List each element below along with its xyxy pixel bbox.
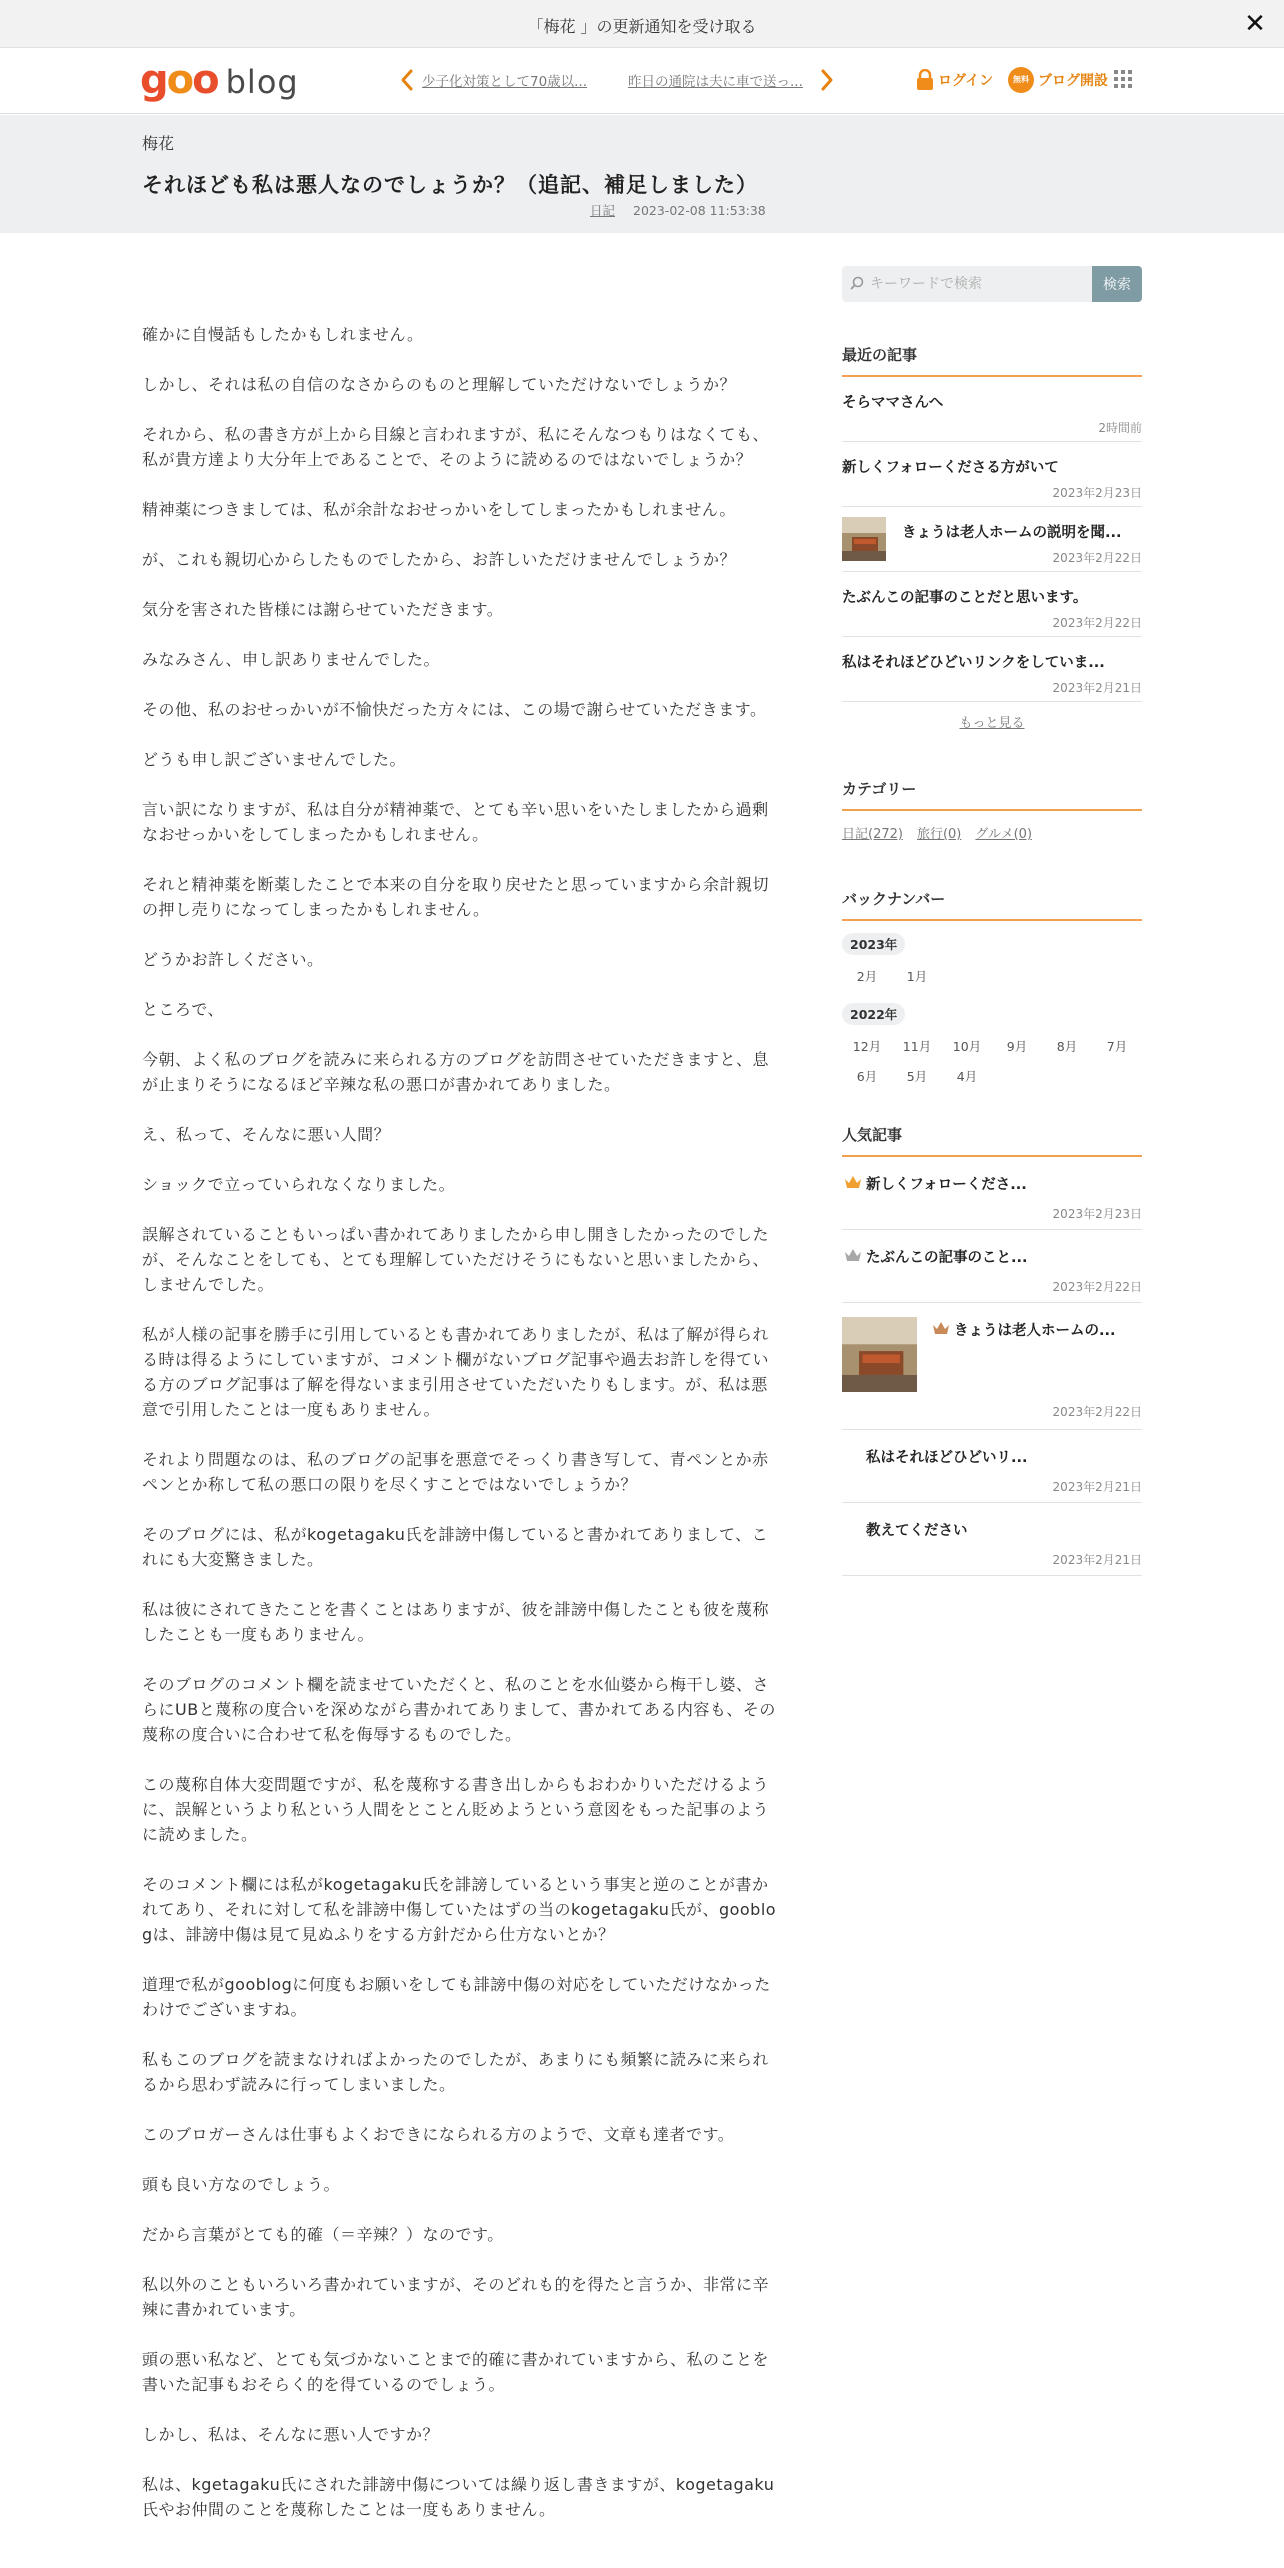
search-button[interactable]: 検索 <box>1092 266 1142 302</box>
recent-entry-title[interactable]: きょうは老人ホームの説明を聞... <box>902 525 1122 541</box>
entry-body <box>142 322 778 2547</box>
recent-entries-heading: 最近の記事 <box>842 344 1142 377</box>
crown-icon <box>844 1175 862 1189</box>
article-paragraph: みなみさん、申し訳ありませんでした。 <box>142 650 440 669</box>
article-paragraph: 言い訳になりますが、私は自分が精神薬で、とても辛い思いをいたしましたから過剰なおせっかいをしてしまったかもしれません。 <box>142 800 769 844</box>
follow-notification-text[interactable]: 「梅花 」の更新通知を受け取る <box>527 17 757 36</box>
popular-entry-date: 2023年2月21日 <box>1052 1553 1142 1567</box>
recent-entry-title[interactable]: たぶんこの記事のことだと思います。 <box>842 590 1088 606</box>
category-link[interactable]: 日記(272) <box>842 827 903 842</box>
backnumber-month-link[interactable]: 6月 <box>856 1069 878 1084</box>
popular-entry-title[interactable]: 新しくフォローくださ... <box>866 1177 1027 1193</box>
popular-entry-date: 2023年2月23日 <box>1052 1207 1142 1221</box>
backnumber-year[interactable]: 2022年 <box>842 1003 905 1025</box>
backnumber-month-link[interactable]: 4月 <box>956 1069 978 1084</box>
article-paragraph: ショックで立っていられなくなりました。 <box>142 1175 456 1194</box>
backnumber-year-group <box>842 991 1142 1091</box>
backnumber-month-link[interactable]: 2月 <box>856 969 878 984</box>
search-input[interactable] <box>842 266 1092 302</box>
article-paragraph: しかし、私は、そんなに悪い人ですか？ <box>142 2425 440 2444</box>
article-paragraph: が、これも親切心からしたものでしたから、お許しいただけませんでしょうか？ <box>142 550 737 569</box>
blog-name[interactable]: 梅花 <box>142 134 175 153</box>
backnumber-month-link[interactable]: 7月 <box>1106 1039 1128 1054</box>
article-paragraph: それより問題なのは、私のブログの記事を悪意でそっくり書き写して、青ペンとか赤ペンとか称して私の悪口の限りを尽くすことではないでしょうか？ <box>142 1450 769 1494</box>
article-paragraph: その他、私のおせっかいが不愉快だった方々には、この場で謝らせていただきます。 <box>142 700 767 719</box>
backnumber-month-link[interactable]: 1月 <box>906 969 928 984</box>
backnumber-month-link[interactable]: 5月 <box>906 1069 928 1084</box>
recent-entry-date: 2023年2月22日 <box>1052 551 1142 565</box>
category-link[interactable]: 旅行(0) <box>916 827 962 842</box>
article-paragraph: だから言葉がとても的確（＝辛辣？）なのです。 <box>142 2225 504 2244</box>
recent-entry-item[interactable] <box>842 572 1142 637</box>
article-paragraph: それから、私の書き方が上から目線と言われますが、私にそんなつもりはなくても、私が貴方達より大分年上であることで、そのように読めるのではないでしょうか？ <box>142 425 770 469</box>
entry-title: それほども私は悪人なのでしょうか？（追記、補足しました） <box>142 173 758 197</box>
entry-header <box>0 115 1284 233</box>
login-label: ログイン <box>938 73 994 89</box>
article-paragraph: 今朝、よく私のブログを読みに来られる方のブログを訪問させていただきますと、息が止まりそうになるほど辛辣な私の悪口が書かれてありました。 <box>142 1050 770 1094</box>
recent-entries <box>842 344 1142 731</box>
blog-open-button[interactable] <box>1008 66 1108 94</box>
sidebar <box>842 266 1142 1567</box>
category-links <box>842 823 1142 842</box>
entry-thumbnail[interactable] <box>842 517 886 561</box>
site-header <box>0 48 1284 114</box>
article-paragraph: この蔑称自体大変問題ですが、私を蔑称する書き出しからもおわかりいただけるように、誤解というより私という人間をとことん貶めようという意図をもった記事のように読めました。 <box>142 1775 770 1844</box>
backnumber-month-link[interactable]: 12月 <box>852 1039 882 1054</box>
entry-category-link[interactable]: 日記 <box>590 203 616 218</box>
goo-logo-mark: goo <box>140 57 218 103</box>
popular-entry-item[interactable] <box>842 1157 1142 1230</box>
more-link[interactable]: もっと見る <box>959 716 1025 731</box>
popular-entries-heading: 人気記事 <box>842 1124 1142 1157</box>
backnumber-heading: バックナンバー <box>842 888 1142 921</box>
next-entry-link[interactable]: 昨日の通院は夫に車で送っ... <box>628 74 803 90</box>
article-paragraph: 頭の悪い私など、とても気づかないことまで的確に書かれていますから、私のことを書いた記事もおそらく的を得ているのでしょう。 <box>142 2350 770 2394</box>
article-paragraph: どうも申し訳ございませんでした。 <box>142 750 407 769</box>
article-paragraph: 私以外のこともいろいろ書かれていますが、そのどれも的を得たと言うか、非常に辛辣に書かれています。 <box>142 2275 770 2319</box>
recent-entry-item[interactable] <box>842 507 1142 572</box>
backnumber-year[interactable]: 2023年 <box>842 933 905 955</box>
lock-icon <box>916 69 934 91</box>
popular-entry-title[interactable]: きょうは老人ホームの... <box>954 1323 1116 1339</box>
popular-entry-title[interactable]: 教えてください <box>866 1523 968 1539</box>
entry-meta <box>590 201 766 219</box>
crown-icon <box>932 1321 950 1335</box>
article-paragraph: 誤解されていることもいっぱい書かれてありましたから申し開きしたかったのでしたが、そんなことをしても、とても理解していただけそうにもないと思いましたから、しませんでした。 <box>142 1225 770 1294</box>
recent-entry-date: 2023年2月21日 <box>1052 681 1142 695</box>
backnumber-month-link[interactable]: 11月 <box>902 1039 932 1054</box>
popular-entry-date: 2023年2月22日 <box>1052 1405 1142 1419</box>
article-paragraph: 私が人様の記事を勝手に引用しているとも書かれてありましたが、私は了解が得られる時は得るようにしていますが、コメント欄がないブログ記事や過去お許しを得ている方のブログ記事は了解を得ないまま引用させていただいたりもします。が、私は悪意で引用したことは一度もありません。 <box>142 1325 770 1419</box>
article-paragraph: しかし、それは私の自信のなさからのものと理解していただけないでしょうか？ <box>142 375 737 394</box>
popular-entry-item[interactable] <box>842 1303 1142 1430</box>
article-paragraph: どうかお許しください。 <box>142 950 324 969</box>
popular-entry-title[interactable]: たぶんこの記事のこと... <box>866 1250 1028 1266</box>
category-section <box>842 778 1142 842</box>
blog-open-label: ブログ開設 <box>1038 73 1108 89</box>
backnumber-months <box>842 961 1142 991</box>
popular-entry-date: 2023年2月21日 <box>1052 1480 1142 1494</box>
backnumber-months <box>842 1031 1142 1091</box>
search-icon <box>850 276 864 290</box>
recent-entry-date: 2023年2月23日 <box>1052 486 1142 500</box>
grid-menu-icon[interactable] <box>1114 70 1132 88</box>
recent-entry-title[interactable]: 新しくフォローくださる方がいて <box>842 460 1059 476</box>
recent-entry-item[interactable] <box>842 377 1142 442</box>
backnumber-month-link[interactable]: 8月 <box>1056 1039 1078 1054</box>
article-paragraph: そのコメント欄には私がkogetagaku氏を誹謗しているという事実と逆のことが書かれてあり、それに対して私を誹謗中傷していたはずの当のkogetagaku氏が、gooblogは、誹謗中傷は見て見ぬふりをする方針だから仕方ないとか？ <box>142 1875 777 1944</box>
popular-entry-item[interactable] <box>842 1430 1142 1503</box>
follow-notification-bar[interactable] <box>0 0 1284 48</box>
search-box <box>842 266 1142 302</box>
goo-blog-logo[interactable] <box>140 58 299 102</box>
chevron-right-icon[interactable] <box>820 68 834 92</box>
popular-entry-date: 2023年2月22日 <box>1052 1280 1142 1294</box>
article-paragraph: 精神薬につきましては、私が余計なおせっかいをしてしまったかもしれません。 <box>142 500 736 519</box>
backnumber-month-link[interactable]: 9月 <box>1006 1039 1028 1054</box>
article-paragraph: 頭も良い方なのでしょう。 <box>142 2175 341 2194</box>
article-paragraph: このブロガーさんは仕事もよくおできになられる方のようで、文章も達者です。 <box>142 2125 735 2144</box>
login-button[interactable] <box>916 66 993 94</box>
previous-entry-link[interactable]: 少子化対策として70歳以... <box>422 74 588 90</box>
article-paragraph: そのブログには、私がkogetagaku氏を誹謗中傷していると書かれてありまして、これにも大変驚きました。 <box>142 1525 769 1569</box>
entry-datetime: 2023-02-08 11:53:38 <box>633 203 766 218</box>
chevron-left-icon[interactable] <box>400 68 414 92</box>
popular-entry-item[interactable] <box>842 1503 1142 1576</box>
recent-entry-title[interactable]: 私はそれほどひどいリンクをしていま... <box>842 655 1105 671</box>
popular-entry-title[interactable]: 私はそれほどひどいリ... <box>866 1450 1028 1466</box>
recent-entry-title[interactable]: そらママさんへ <box>842 395 944 411</box>
article-paragraph: 私は彼にされてきたことを書くことはありますが、彼を誹謗中傷したことも彼を蔑称したことも一度もありません。 <box>142 1600 770 1644</box>
recent-entry-date: 2023年2月22日 <box>1052 616 1142 630</box>
popular-entries <box>842 1124 1142 1576</box>
article-paragraph: そのブログのコメント欄を読ませていただくと、私のことを水仙婆から梅干し婆、さらにUBと蔑称の度合いを深めながら書かれてありまして、書かれてある内容も、その蔑称の度合いに合わせて私を侮辱するものでした。 <box>142 1675 776 1744</box>
popular-entry-item[interactable] <box>842 1230 1142 1303</box>
popular-entry-thumbnail[interactable] <box>842 1317 917 1392</box>
article-paragraph: 確かに自慢話もしたかもしれません。 <box>142 325 424 344</box>
article-paragraph: 道理で私がgooblogに何度もお願いをしても誹謗中傷の対応をしていただけなかったわけでございますね。 <box>142 1975 771 2019</box>
recent-entry-item[interactable] <box>842 442 1142 507</box>
close-icon[interactable]: ✕ <box>1244 9 1266 39</box>
recent-entry-date: 2時間前 <box>1098 421 1142 435</box>
backnumber-section <box>842 888 1142 1091</box>
blog-logo-text: blog <box>225 63 299 101</box>
article-paragraph: え、私って、そんなに悪い人間？ <box>142 1125 391 1144</box>
article-paragraph: 私もこのブログを読まなければよかったのでしたが、あまりにも頻繁に読みに来られるから思わず読みに行ってしまいました。 <box>142 2050 770 2094</box>
article-paragraph: 私は、kgetagaku氏にされた誹謗中傷については繰り返し書きますが、kogetagaku氏やお仲間のことを蔑称したことは一度もありません。 <box>142 2475 775 2519</box>
article-paragraph: それと精神薬を断薬したことで本来の自分を取り戻せたと思っていますから余計親切の押し売りになってしまったかもしれません。 <box>142 875 770 919</box>
crown-icon <box>844 1248 862 1262</box>
backnumber-year-group <box>842 921 1142 991</box>
recent-entry-item[interactable] <box>842 637 1142 702</box>
article-paragraph: ところで、 <box>142 1000 225 1019</box>
free-badge-icon: 無料 <box>1008 67 1034 93</box>
article-paragraph: 気分を害された皆様には謝らせていただきます。 <box>142 600 504 619</box>
backnumber-month-link[interactable]: 10月 <box>952 1039 982 1054</box>
category-link[interactable]: グルメ(0) <box>975 827 1033 842</box>
category-heading: カテゴリー <box>842 778 1142 811</box>
